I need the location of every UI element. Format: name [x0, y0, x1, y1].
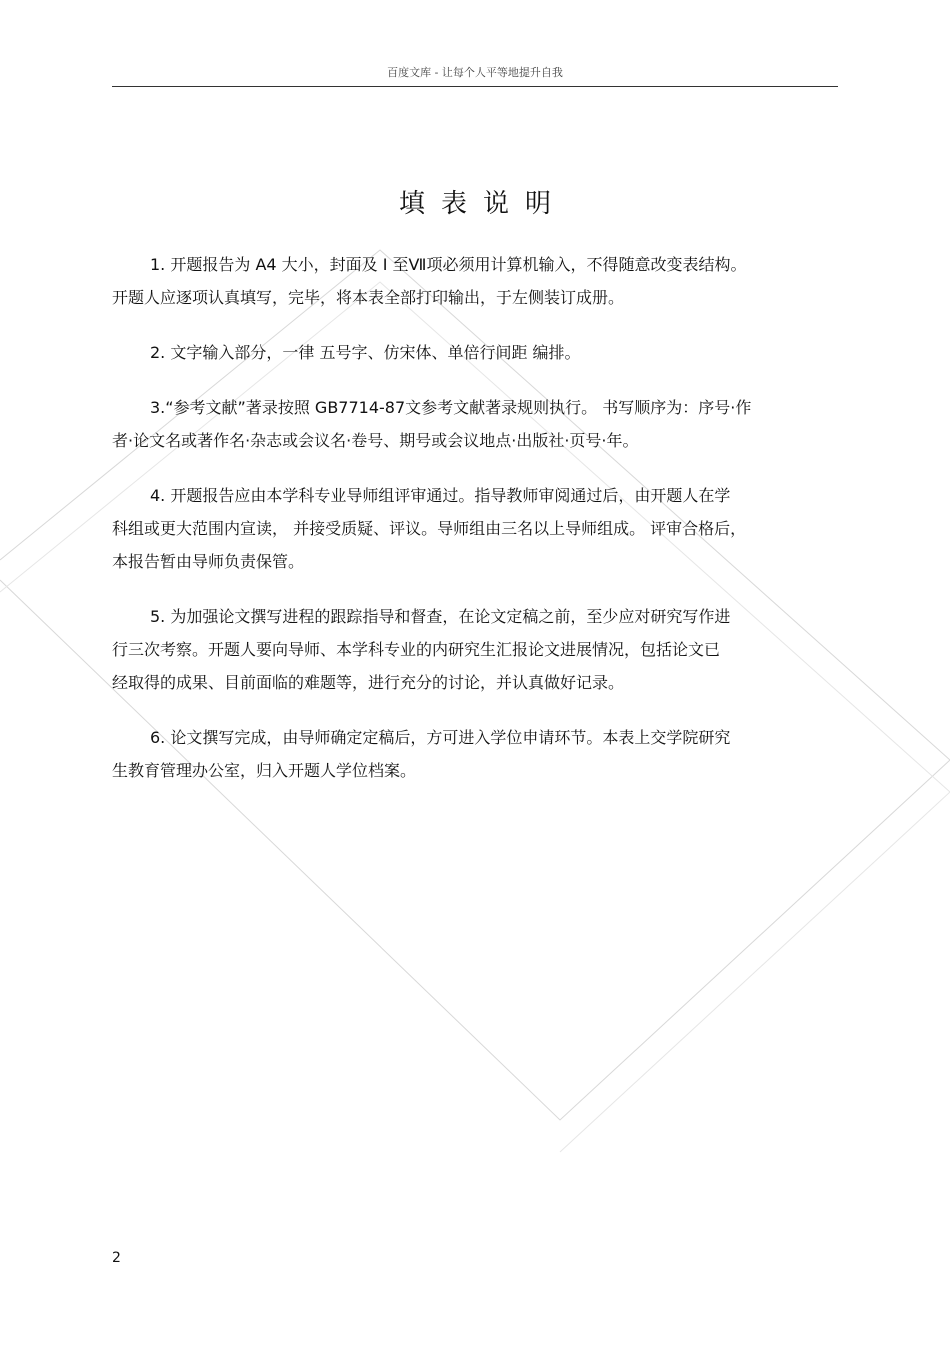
paragraph-line: 4. 开题报告应由本学科专业导师组评审通过。指导教师审阅通过后，由开题人在学: [150, 486, 731, 505]
instruction-paragraph-3: [112, 391, 842, 457]
instructions-body: [112, 248, 842, 809]
paragraph-line: 经取得的成果、目前面临的难题等，进行充分的讨论，并认真做好记录。: [112, 673, 625, 692]
paragraph-line: 5. 为加强论文撰写进程的跟踪指导和督查，在论文定稿之前，至少应对研究写作进: [150, 607, 731, 626]
paragraph-line: 6. 论文撰写完成，由导师确定定稿后，方可进入学位申请环节。本表上交学院研究: [150, 728, 731, 747]
page-title: 填表说明: [398, 189, 567, 220]
paragraph-line: 2. 文字输入部分，一律 五号字、仿宋体、单倍行间距 编排。: [150, 343, 581, 362]
paragraph-line: 生教育管理办公室，归入开题人学位档案。: [112, 761, 417, 780]
paragraph-line: 1. 开题报告为 A4 大小，封面及 I 至Ⅶ项必须用计算机输入，不得随意改变表结构。: [150, 255, 747, 274]
instruction-paragraph-6: [112, 721, 842, 787]
instruction-paragraph-1: [112, 248, 842, 314]
paragraph-line: 开题人应逐项认真填写，完毕，将本表全部打印输出，于左侧装订成册。: [112, 288, 625, 307]
instruction-paragraph-4: [112, 479, 842, 578]
page-header: 百度文库 - 让每个人平等地提升自我: [112, 60, 838, 87]
paragraph-line: 本报告暂由导师负责保管。: [112, 552, 305, 571]
page-number: 2: [112, 1250, 121, 1266]
instruction-paragraph-5: [112, 600, 842, 699]
paragraph-line: 者·论文名或著作名·杂志或会议名·卷号、期号或会议地点·出版社·页号·年。: [112, 431, 639, 450]
paragraph-line: 科组或更大范围内宣读， 并接受质疑、评议。导师组由三名以上导师组成。 评审合格后，: [112, 519, 747, 538]
paragraph-line: 3.“参考文献”著录按照 GB7714-87文参考文献著录规则执行。 书写顺序为：序号·作: [150, 398, 752, 417]
instruction-paragraph-2: [112, 336, 842, 369]
paragraph-line: 行三次考察。开题人要向导师、本学科专业的内研究生汇报论文进展情况，包括论文已: [112, 640, 721, 659]
